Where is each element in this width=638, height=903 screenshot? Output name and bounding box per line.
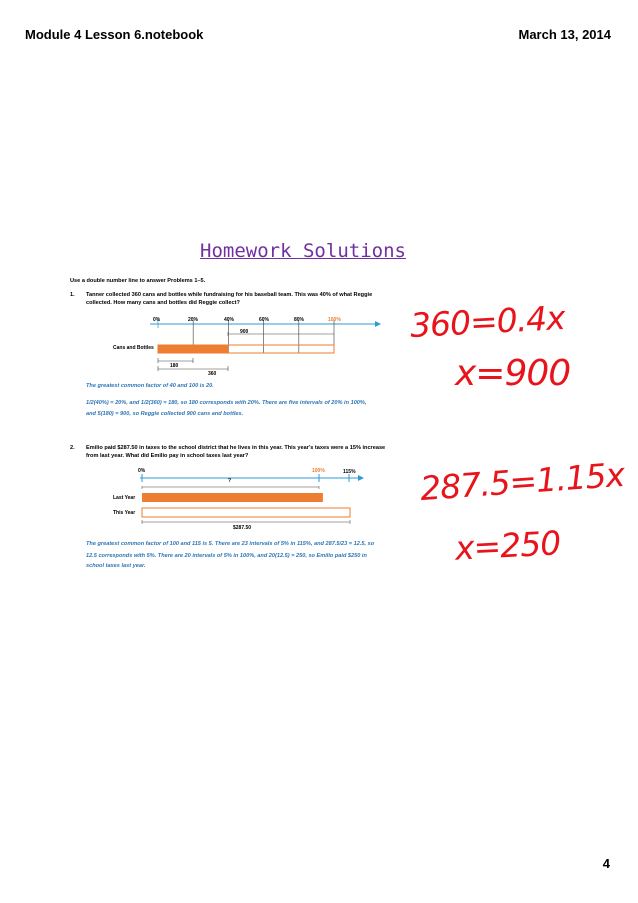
- problem2-number: 2.: [70, 445, 75, 451]
- notebook-title: Module 4 Lesson 6.notebook: [25, 27, 204, 42]
- problem2-text-line2: from last year. What did Emilio pay in school taxes last year?: [86, 453, 249, 459]
- p2-bottom-value: $287.50: [233, 525, 252, 531]
- handwritten-equation-1: 360=0.4x: [409, 297, 566, 346]
- p2-arrow: [358, 475, 364, 481]
- p1-pct-0: 0%: [153, 317, 161, 323]
- page-number: 4: [602, 856, 610, 871]
- p2-last-year-bar: [142, 493, 323, 502]
- p1-pct-20: 20%: [188, 317, 199, 323]
- p2-question-mark: ?: [228, 478, 232, 484]
- p1-arrow: [375, 321, 381, 327]
- p2-pct-115: 115%: [343, 469, 356, 475]
- p2-row-this-year: This Year: [113, 510, 136, 516]
- problem1-number: 1.: [70, 292, 75, 298]
- p1-top-value: 900: [240, 329, 249, 335]
- p1-solution-line1: The greatest common factor of 40 and 100 is 20.: [86, 383, 214, 389]
- p1-pct-100: 100%: [328, 317, 341, 323]
- p1-bottom-small: 180: [170, 363, 179, 369]
- p1-solution-line2: 1/2(40%) = 20%, and 1/2(360) = 180, so 180 corresponds with 20%. There are five intervals of 20% in 100%,: [86, 400, 367, 406]
- problem2-number-line: [130, 468, 370, 528]
- p1-solution-line3: and 5(180) = 900, so Reggie collected 900 cans and bottles.: [86, 411, 244, 417]
- problem2-text-line1: Emilio paid $287.50 in taxes to the school district that he lives in this year. This year's taxes were a 15% increase: [86, 445, 386, 451]
- p2-solution-line3: school taxes last year.: [86, 563, 146, 569]
- p1-tape-fill: [158, 345, 228, 353]
- p2-pct-0: 0%: [138, 468, 146, 474]
- instructions: Use a double number line to answer Problems 1–5.: [70, 278, 206, 284]
- p1-pct-40: 40%: [224, 317, 235, 323]
- notebook-date: March 13, 2014: [518, 27, 611, 42]
- page-title: Homework Solutions: [200, 240, 406, 262]
- handwritten-equation-2: 287.5=1.15x: [418, 454, 626, 509]
- handwritten-answer-1: x=900: [455, 353, 571, 394]
- p2-this-year-bar: [142, 508, 350, 517]
- p2-solution-line1: The greatest common factor of 100 and 115 is 5. There are 23 intervals of 5% in 115%, and 287.5/23 = 12.5, so: [86, 541, 375, 547]
- handwritten-answer-2: x=250: [454, 523, 562, 568]
- problem1-text-line2: collected. How many cans and bottles did Reggie collect?: [86, 300, 240, 306]
- p2-pct-100: 100%: [312, 468, 325, 474]
- problem1-text-line1: Tanner collected 360 cans and bottles while fundraising for his baseball team. This was 40% of what Reggie: [86, 292, 373, 298]
- p2-row-last-year: Last Year: [113, 495, 136, 501]
- p1-pct-60: 60%: [259, 317, 270, 323]
- p1-pct-80: 80%: [294, 317, 305, 323]
- p1-bottom-value: 360: [208, 371, 217, 377]
- p1-row-label: Cans and Bottles: [113, 345, 154, 351]
- p2-solution-line2: 12.5 corresponds with 5%. There are 20 intervals of 5% in 100%, and 20(12.5) = 250, so Emilio paid $250 in: [86, 553, 367, 559]
